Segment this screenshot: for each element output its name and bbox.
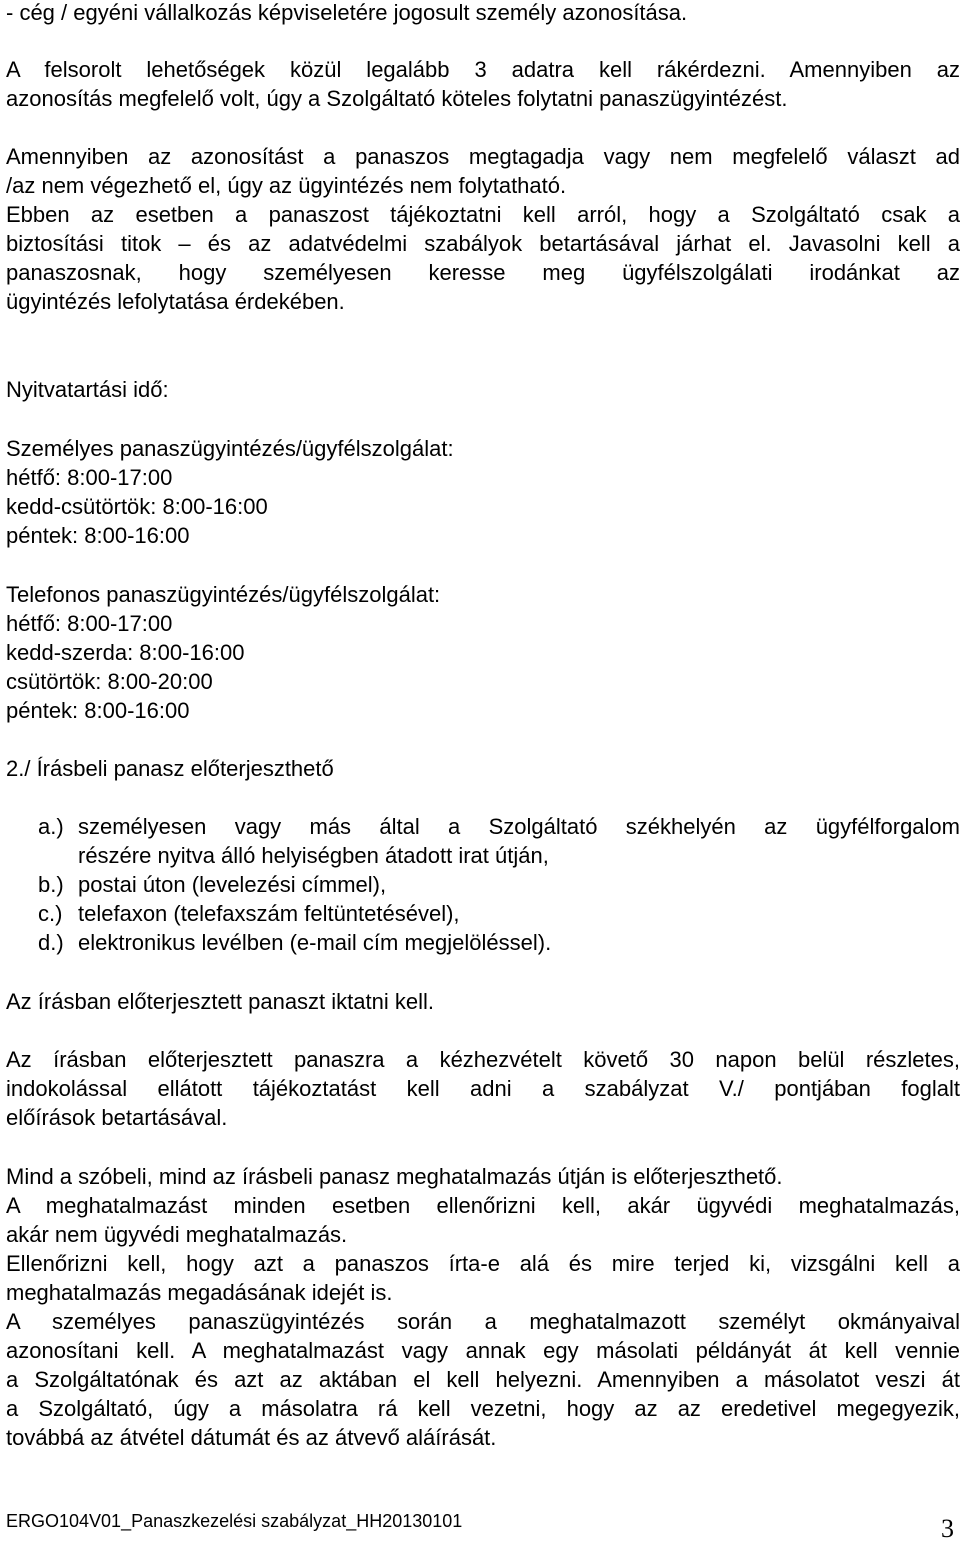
- written-complaint-heading: 2./ Írásbeli panasz előterjeszthető: [6, 756, 334, 781]
- paragraph-2-line: Amennyiben az azonosítást a panaszos megtagadja vagy nem megfelelő választ ad: [6, 144, 960, 169]
- personal-hours-line: kedd-csütörtök: 8:00-16:00: [6, 494, 268, 519]
- written-item-text: személyesen vagy más által a Szolgáltató székhelyén az ügyfélforgalom: [78, 814, 960, 839]
- paragraph-5-line: azonosítani kell. A meghatalmazást vagy annak egy másolati példányát át kell vennie: [6, 1338, 960, 1363]
- written-item-text: elektronikus levélben (e-mail cím megjelöléssel).: [78, 930, 552, 955]
- paragraph-1-line: A felsorolt lehetőségek közül legalább 3 adatra kell rákérdezni. Amennyiben az: [6, 57, 960, 82]
- paragraph-4-line: indokolással ellátott tájékoztatást kell adni a szabályzat V./ pontjában foglalt: [6, 1076, 960, 1101]
- paragraph-4-line: Az írásban előterjesztett panaszra a kézhezvételt követő 30 napon belül részletes,: [6, 1047, 960, 1072]
- paragraph-5-line: A személyes panaszügyintézés során a meghatalmazott személyt okmányaival: [6, 1309, 960, 1334]
- intro-dash-item: - cég / egyéni vállalkozás képviseletére jogosult személy azonosítása.: [6, 0, 688, 25]
- phone-hours-line: péntek: 8:00-16:00: [6, 698, 190, 723]
- phone-service-heading: Telefonos panaszügyintézés/ügyfélszolgálat:: [6, 582, 441, 607]
- paragraph-5-line: akár nem ügyvédi meghatalmazás.: [6, 1222, 348, 1247]
- personal-service-heading: Személyes panaszügyintézés/ügyfélszolgálat:: [6, 436, 454, 461]
- paragraph-5-line: Mind a szóbeli, mind az írásbeli panasz meghatalmazás útján is előterjeszthető.: [6, 1164, 783, 1189]
- written-item-label: b.): [38, 872, 64, 897]
- written-item-label: c.): [38, 901, 63, 926]
- paragraph-5-line: A meghatalmazást minden esetben ellenőrizni kell, akár ügyvédi meghatalmazás,: [6, 1193, 960, 1218]
- paragraph-5-line: továbbá az átvétel dátumát és az átvevő aláírását.: [6, 1425, 497, 1450]
- phone-hours-line: hétfő: 8:00-17:00: [6, 611, 173, 636]
- personal-hours-line: hétfő: 8:00-17:00: [6, 465, 173, 490]
- paragraph-5-line: meghatalmazás megadásának idejét is.: [6, 1280, 393, 1305]
- written-item-label: d.): [38, 930, 64, 955]
- paragraph-2-line: ügyintézés lefolytatása érdekében.: [6, 289, 345, 314]
- footer-page-number: 3: [941, 1514, 954, 1543]
- paragraph-2-line: panaszosnak, hogy személyesen keresse meg ügyfélszolgálati irodánkat az: [6, 260, 960, 285]
- phone-hours-line: csütörtök: 8:00-20:00: [6, 669, 213, 694]
- personal-hours-line: péntek: 8:00-16:00: [6, 523, 190, 548]
- paragraph-3: Az írásban előterjesztett panaszt iktatni kell.: [6, 989, 434, 1014]
- paragraph-2-line: Ebben az esetben a panaszost tájékoztatni kell arról, hogy a Szolgáltató csak a: [6, 202, 960, 227]
- paragraph-5-line: a Szolgáltató, úgy a másolatra rá kell vezetni, hogy az az eredetivel megegyezik,: [6, 1396, 960, 1421]
- paragraph-2-line: /az nem végezhető el, úgy az ügyintézés nem folytatható.: [6, 173, 567, 198]
- written-item-text: részére nyitva álló helyiségben átadott irat útján,: [78, 843, 549, 868]
- written-item-text: telefaxon (telefaxszám feltüntetésével),: [78, 901, 460, 926]
- paragraph-1-line: azonosítás megfelelő volt, úgy a Szolgáltató köteles folytatni panaszügyintézést.: [6, 86, 788, 111]
- phone-hours-line: kedd-szerda: 8:00-16:00: [6, 640, 245, 665]
- footer-document-id: ERGO104V01_Panaszkezelési szabályzat_HH20130101: [6, 1511, 463, 1531]
- paragraph-5-line: Ellenőrizni kell, hogy azt a panaszos írta-e alá és mire terjed ki, vizsgálni kell a: [6, 1251, 960, 1276]
- paragraph-4-line: előírások betartásával.: [6, 1105, 228, 1130]
- opening-hours-title: Nyitvatartási idő:: [6, 377, 169, 402]
- paragraph-5-line: a Szolgáltatónak és azt az aktában el kell helyezni. Amennyiben a másolatot veszi át: [6, 1367, 960, 1392]
- written-item-text: postai úton (levelezési címmel),: [78, 872, 387, 897]
- written-item-label: a.): [38, 814, 64, 839]
- paragraph-2-line: biztosítási titok – és az adatvédelmi szabályok betartásával járhat el. Javasolni kell a: [6, 231, 960, 256]
